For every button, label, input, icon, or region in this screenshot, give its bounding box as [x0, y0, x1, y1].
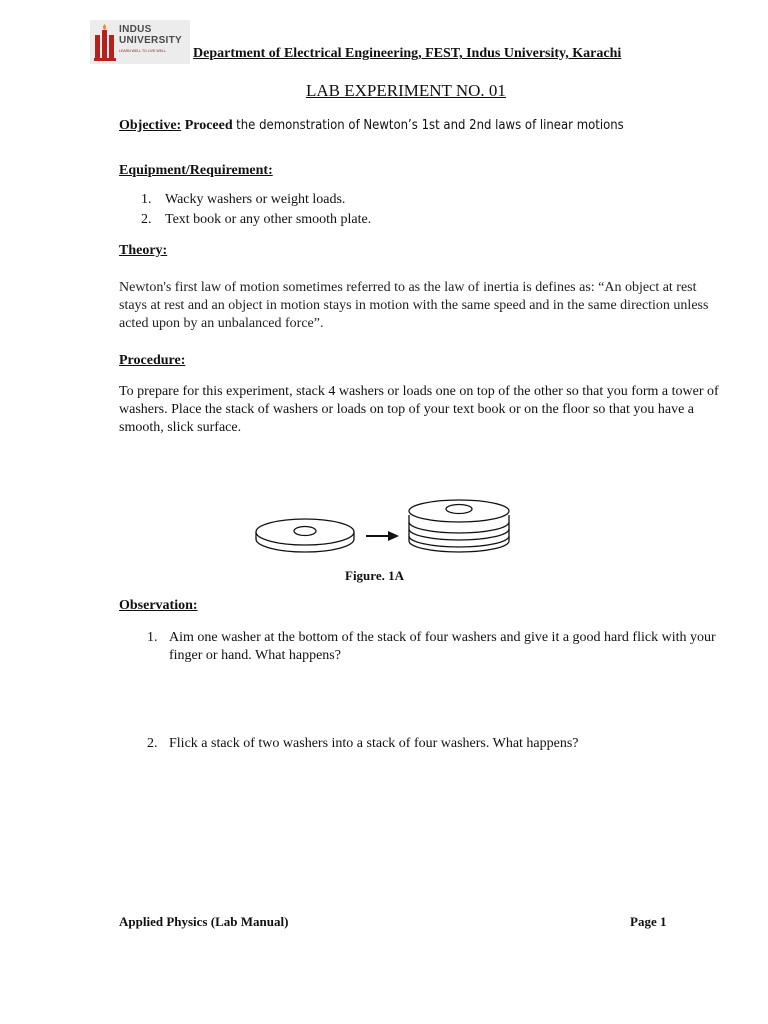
list-item — [147, 735, 717, 753]
list-item — [141, 190, 371, 210]
procedure-heading: Procedure: — [119, 353, 186, 368]
list-item — [141, 210, 371, 230]
footer-title: Applied Physics (Lab Manual) — [119, 914, 289, 929]
logo-tagline: LEARN WELL TO LIVE WELL — [119, 49, 166, 53]
single-washer — [256, 519, 354, 552]
list-number: 2. — [147, 736, 158, 751]
equipment-heading: Equipment/Requirement: — [119, 163, 273, 178]
list-number: 1. — [141, 192, 152, 207]
list-item — [147, 629, 717, 665]
page-title: LAB EXPERIMENT NO. 01 — [306, 81, 506, 100]
theory-paragraph: Newton's first law of motion sometimes referred to as the law of inertia is defines as: “An object at rest stays at rest and an object in motion stays in motion with the same speed and in the same direction unless acted upon by an unbalanced force”. — [119, 280, 709, 331]
observation-heading: Observation: — [119, 598, 198, 613]
university-logo — [90, 20, 190, 64]
objective-label: Objective: — [119, 118, 182, 133]
list-text: Flick a stack of two washers into a stack of four washers. What happens? — [169, 736, 579, 751]
washer-stack — [409, 500, 509, 552]
list-number: 2. — [141, 212, 152, 227]
page-number: Page 1 — [630, 914, 667, 929]
equipment-list — [141, 190, 371, 230]
objective-bold-word: Proceed — [184, 118, 233, 133]
list-text: Wacky washers or weight loads. — [165, 192, 346, 207]
arrow-icon — [366, 531, 399, 541]
procedure-paragraph: To prepare for this experiment, stack 4 washers or loads one on top of the other so that you form a tower of washers. Place the stack of washers or loads on top of your text book or on the floor so that you have a smooth, slick surface. — [119, 384, 719, 435]
department-header: Department of Electrical Engineering, FEST, Indus University, Karachi — [193, 46, 622, 61]
list-text: Aim one washer at the bottom of the stack of four washers and give it a good hard flick with your finger or hand. What happens? — [169, 630, 716, 663]
figure-caption: Figure. 1A — [345, 568, 404, 583]
objective-line — [119, 118, 624, 134]
theory-heading: Theory: — [119, 243, 168, 258]
objective-text: the demonstration of Newton’s 1st and 2nd laws of linear motions — [236, 118, 624, 133]
list-number: 1. — [147, 630, 158, 645]
logo-text-indus: INDUS — [119, 24, 152, 35]
logo-text-university: UNIVERSITY — [119, 35, 183, 46]
list-text: Text book or any other smooth plate. — [165, 212, 372, 227]
washers-figure — [250, 494, 520, 558]
university-crest-icon — [94, 23, 116, 61]
